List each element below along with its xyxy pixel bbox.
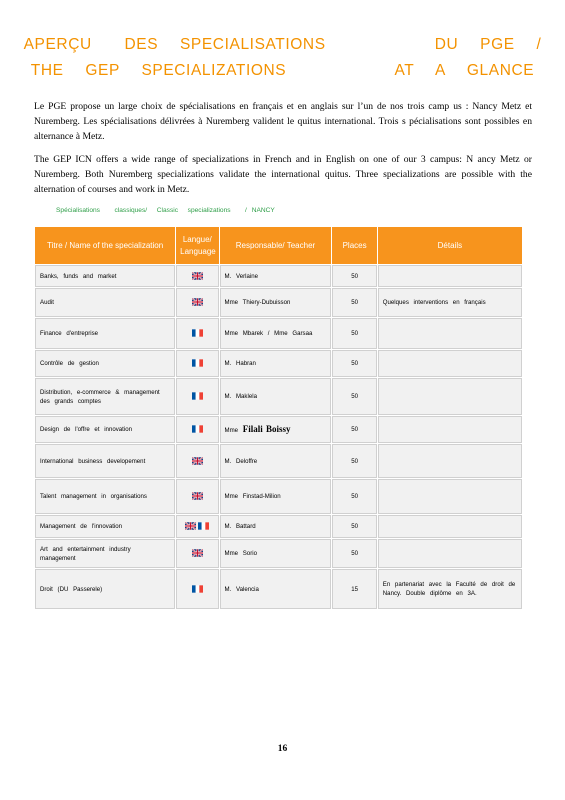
language-cell [176,539,218,568]
uk-flag-icon [192,492,203,500]
specializations-table [34,226,523,610]
title-english: THE GEP SPECIALIZATIONS AT A GLANCE [30,62,535,79]
language-cell [176,288,218,317]
details-cell [378,444,522,478]
table-row [35,569,522,609]
uk-flag-icon [192,272,203,280]
places-cell: 50 [332,288,376,317]
places-cell: 15 [332,569,376,609]
teacher-cell: M. Valencia [220,569,332,609]
header-language: Langue/ Language [176,227,218,264]
teacher-cell: M. Deloffre [220,444,332,478]
table-header-row [35,227,522,264]
specialization-title: Distribution, e-commerce & management des grands comptes [35,378,175,415]
teacher-cell [220,416,332,443]
specialization-title: Banks, funds and market [35,265,175,287]
teacher-cell: Mme Mbarek / Mme Garsaa [220,318,332,349]
details-cell: En partenariat avec la Faculté de droit de Nancy. Double diplôme en 3A. [378,569,522,609]
specialization-title: International business developement [35,444,175,478]
table-row [35,444,522,478]
table-row [35,350,522,377]
french-flag-icon [192,585,203,593]
french-flag-icon [192,392,203,400]
language-cell [176,265,218,287]
table-row [35,288,522,317]
specialization-title: Audit [35,288,175,317]
details-cell [378,515,522,538]
details-cell [378,539,522,568]
table-subtitle: Spécialisations classiques/ Classic specializations / NANCY [56,207,275,214]
places-cell: 50 [332,416,376,443]
places-cell: 50 [332,515,376,538]
teacher-cell: Mme Thiery-Dubuisson [220,288,332,317]
places-cell: 50 [332,479,376,514]
table-row [35,318,522,349]
page-number: 16 [277,744,288,754]
specialization-title: Management de l'innovation [35,515,175,538]
uk-flag-icon [192,457,203,465]
header-places: Places [332,227,376,264]
places-cell: 50 [332,444,376,478]
table-row [35,265,522,287]
teacher-cell: M. Maklela [220,378,332,415]
details-cell [378,265,522,287]
details-cell [378,318,522,349]
french-flag-icon [198,522,209,530]
specialization-title: Droit (DU Passerele) [35,569,175,609]
table-row [35,479,522,514]
language-cell [176,515,218,538]
table-row [35,515,522,538]
uk-flag-icon [192,298,203,306]
teacher-cell: M. Verlaine [220,265,332,287]
places-cell: 50 [332,318,376,349]
table-row [35,378,522,415]
teacher-cell: Mme Sorio [220,539,332,568]
uk-flag-icon [192,549,203,557]
teacher-cell: M. Habran [220,350,332,377]
table-row [35,539,522,568]
teacher-cell: Mme Finstad-Milion [220,479,332,514]
details-cell [378,378,522,415]
specialization-title: Talent management in organisations [35,479,175,514]
header-title: Titre / Name of the specialization [35,227,175,264]
specialization-title: Design de l'offre et innovation [35,416,175,443]
teacher-name: Filali Boissy [242,423,291,434]
teacher-cell: M. Battard [220,515,332,538]
uk-flag-icon [185,522,196,530]
french-flag-icon [192,425,203,433]
details-cell: Quelques interventions en français [378,288,522,317]
title-french: APERÇU DES SPECIALISATIONS DU PGE / [23,36,542,53]
paragraph-french: Le PGE propose un large choix de spécialisations en français et en anglais sur l’un de nos trois camp us : Nancy Metz et Nuremberg. Les spécialisations délivrées à Nuremberg valident le quitus international. Trois s pécialisations sont possibles en alternance à Metz. [34,101,532,142]
language-cell [176,444,218,478]
language-cell [176,569,218,609]
details-cell [378,479,522,514]
header-details: Détails [378,227,522,264]
language-cell [176,479,218,514]
table-row [35,416,522,443]
language-cell [176,416,218,443]
language-cell [176,318,218,349]
language-cell [176,378,218,415]
specialization-title: Art and entertainment industry management [35,539,175,568]
teacher-prefix: Mme [224,426,239,434]
specialization-title: Finance d'entreprise [35,318,175,349]
details-cell [378,350,522,377]
french-flag-icon [192,359,203,367]
language-cell [176,350,218,377]
header-teacher: Responsable/ Teacher [220,227,332,264]
places-cell: 50 [332,350,376,377]
places-cell: 50 [332,539,376,568]
places-cell: 50 [332,378,376,415]
paragraph-english: The GEP ICN offers a wide range of specializations in French and in English on one of our 3 campus: N ancy Metz or Nuremberg. Both Nuremberg specializations validate the international quitus. Three specializations are possible with the alternation of courses and work in Metz. [34,154,532,195]
french-flag-icon [192,329,203,337]
places-cell: 50 [332,265,376,287]
details-cell [378,416,522,443]
specialization-title: Contrôle de gestion [35,350,175,377]
